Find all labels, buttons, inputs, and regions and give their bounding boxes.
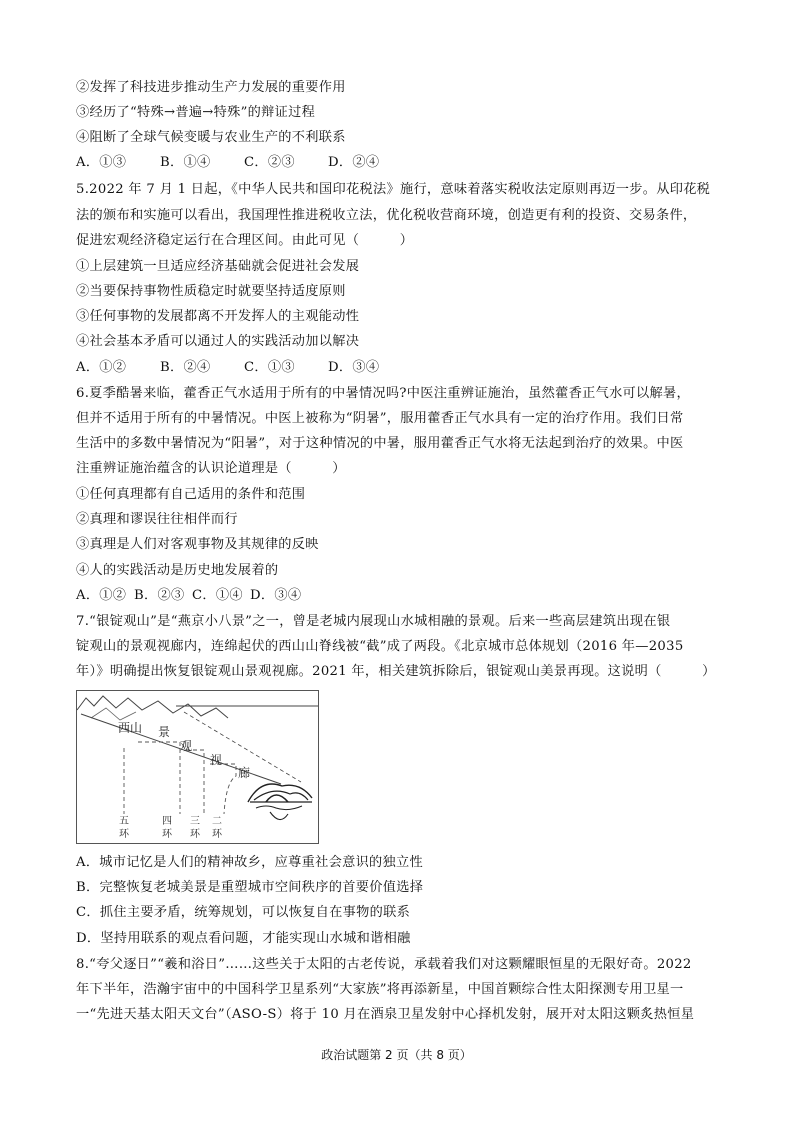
q7-option-b: B．完整恢复老城美景是重塑城市空间秩序的首要价值选择 [76, 880, 424, 895]
q4-statement-4: ④阻断了全球气候变暖与农业生产的不利联系 [76, 130, 346, 145]
corridor-label-2: 观 [180, 739, 193, 753]
q4-statement-2: ②发挥了科技进步推动生产力发展的重要作用 [76, 80, 346, 95]
west-mountain-label: 西山 [118, 721, 143, 735]
view-corridor-diagram [76, 690, 319, 844]
third-ring-road [186, 750, 204, 814]
q7-option-a: A．城市记忆是人们的精神故乡，应尊重社会意识的独立性 [76, 855, 424, 870]
q4-option-b: B．①④ [160, 155, 211, 170]
west-mountains [77, 696, 228, 718]
q7-stem-line-3: 年）》明确提出恢复银锭观山景观视廊。2021 年，相关建筑拆除后，银锭观山美景再现。这说明（ ） [76, 664, 716, 679]
q5-option-a: A．①② [76, 360, 127, 375]
q5-options [76, 358, 379, 378]
third-ring-label-top: 三 [190, 816, 200, 827]
q7-option-c: C．抓住主要矛盾，统筹规划，可以恢复自在事物的联系 [76, 905, 411, 920]
page-footer: 政治试题第 2 页（共 8 页） [321, 1048, 472, 1062]
fifth-ring-label-top: 五 [119, 816, 129, 827]
q5-statement-3: ③任何事物的发展都离不开发挥人的主观能动性 [76, 309, 360, 324]
q6-option-b: B．②③ [134, 588, 185, 603]
q5-statement-4: ④社会基本矛盾可以通过人的实践活动加以解决 [76, 334, 360, 349]
yinding-bridge-icon [248, 784, 312, 820]
q4-options [76, 153, 379, 173]
q6-stem-line-2: 但并不适用于所有的中暑情况。中医上被称为“阴暑”，服用藿香正气水具有一定的治疗作用。我们日常 [76, 411, 684, 426]
q7-option-d: D．坚持用联系的观点看问题，才能实现山水城和谐相融 [76, 931, 411, 946]
corridor-label-3: 视 [210, 753, 223, 767]
q5-option-c: C．①③ [244, 360, 295, 375]
q5-stem-line-3: 促进宏观经济稳定运行在合理区间。由此可见（ ） [76, 233, 414, 248]
q8-stem-line-1: 8.“夸父逐日”“羲和浴日”……这些关于太阳的古老传说，承载着我们对这颗耀眼恒星的无限好奇。2022 [76, 957, 692, 972]
q6-options [76, 586, 301, 606]
q6-option-d: D．③④ [250, 588, 302, 603]
q5-stem-line-1: 5.2022 年 7 月 1 日起，《中华人民共和国印花税法》施行，意味着落实税收法定原则再迈一步。从印花税 [76, 182, 711, 197]
q4-statement-3: ③经历了“特殊→普遍→特殊”的辩证过程 [76, 105, 316, 120]
q4-option-d: D．②④ [328, 155, 380, 170]
q6-statement-1: ①任何真理都有自己适用的条件和范围 [76, 487, 306, 502]
q6-stem-line-1: 6.夏季酷暑来临，藿香正气水适用于所有的中暑情况吗?中医注重辨证施治，虽然藿香正气水可以解暑， [76, 386, 690, 401]
third-ring-label-bottom: 环 [190, 829, 200, 840]
q5-statement-1: ①上层建筑一旦适应经济基础就会促进社会发展 [76, 259, 360, 274]
q6-statement-4: ④人的实践活动是历史地发展着的 [76, 563, 279, 578]
q5-statement-2: ②当要保持事物性质稳定时就要坚持适度原则 [76, 284, 346, 299]
second-ring-label-bottom: 环 [212, 829, 222, 840]
mountain-ridge-inner [91, 708, 136, 720]
corridor-label-4: 廊 [238, 766, 251, 780]
fifth-ring-label-bottom: 环 [119, 829, 129, 840]
second-ring-road [210, 764, 236, 814]
q5-option-d: D．③④ [328, 360, 380, 375]
q4-option-a: A．①③ [76, 155, 127, 170]
corridor-label-1: 景 [158, 725, 171, 739]
q8-stem-line-2: 年下半年，浩瀚宇宙中的中国科学卫星系列“大家族”将再添新星，中国首颗综合性太阳探测专用卫星一 [76, 982, 684, 997]
fourth-ring-road [138, 742, 180, 814]
q4-option-c: C．②③ [244, 155, 295, 170]
q6-option-a: A．①② [76, 588, 127, 603]
q6-option-c: C．①④ [192, 588, 243, 603]
q5-stem-line-2: 法的颁布和实施可以看出，我国理性推进税收立法，优化税收营商环境，创造更有利的投资、交易条件， [76, 208, 697, 223]
q6-statement-3: ③真理是人们对客观事物及其规律的反映 [76, 537, 319, 552]
q8-stem-line-3: 一“先进天基太阳天文台”（ASO-S）将于 10 月在酒泉卫星发射中心择机发射，展开对太阳这颗炙热恒星 [76, 1007, 695, 1022]
q6-stem-line-3: 生活中的多数中暑情况为“阳暑”，对于这种情况的中暑，服用藿香正气水将无法起到治疗的效果。中医 [76, 436, 684, 451]
fourth-ring-label-top: 四 [162, 816, 172, 827]
second-ring-label-top: 二 [212, 816, 222, 827]
q5-option-b: B．②④ [160, 360, 211, 375]
fourth-ring-label-bottom: 环 [162, 829, 172, 840]
q6-stem-line-4: 注重辨证施治蕴含的认识论道理是（ ） [76, 461, 346, 476]
q7-stem-line-2: 锭观山的景观视廊内，连绵起伏的西山山脊线被“截”成了两段。《北京城市总体规划（2016 年—2035 [76, 639, 684, 654]
q7-stem-line-1: 7.“银锭观山”是“燕京小八景”之一，曾是老城内展现山水城相融的景观。后来一些高层建筑出现在银 [76, 614, 671, 629]
q6-statement-2: ②真理和谬误往往相伴而行 [76, 512, 238, 527]
